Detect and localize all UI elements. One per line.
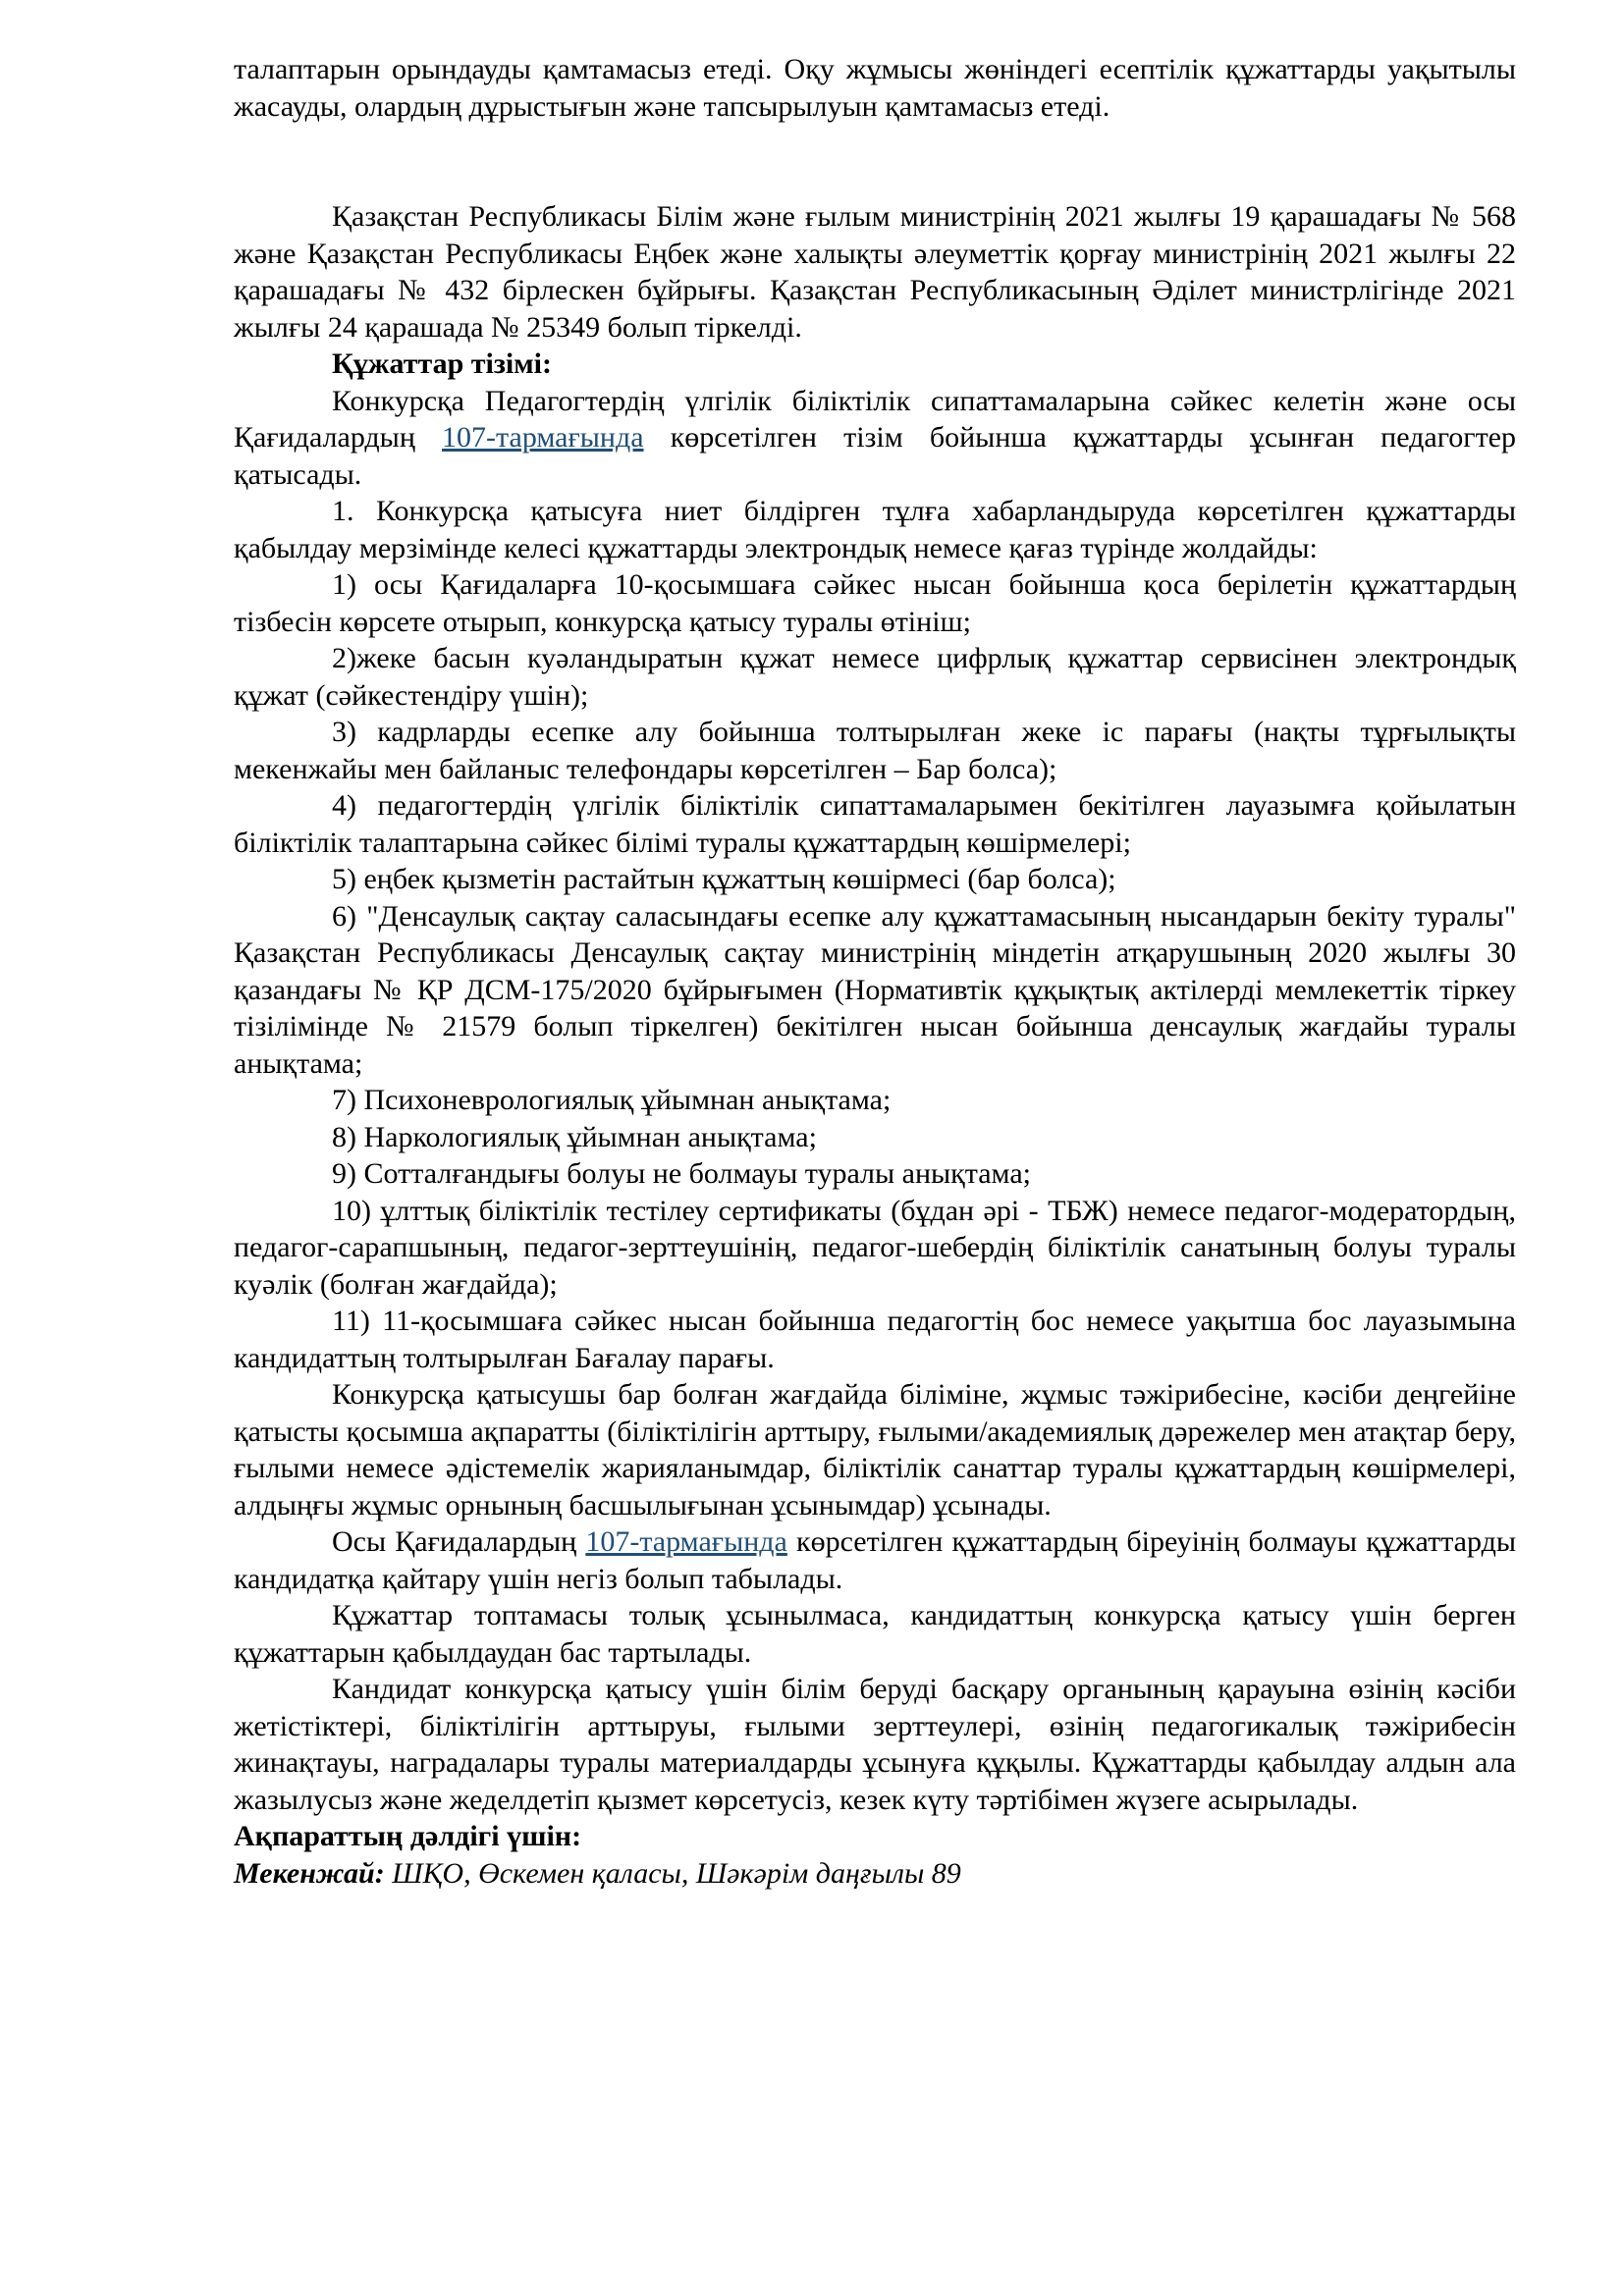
address-label: Мекенжай:	[234, 1856, 385, 1890]
candidate-paragraph: Кандидат конкурсқа қатысу үшін білім беруді басқару органының қарауына өзінің кәсіби жетістіктері, біліктілігін арттыруы, ғылыми зерттеулері, өзінің педагогикалық тәжірибесін жинақтауы, наградалары туралы материалдарды ұсынуға құқылы. Құжаттарды қабылдау алдын ала жазылусыз және жеделдетіп қызмет көрсетусіз, кезек күту тәртібімен жүзеге асырылады.	[234, 1673, 1516, 1816]
document-page	[234, 51, 1516, 1892]
list-item: 3) кадрларды есепке алу бойынша толтырылған жеке іс парағы (нақты тұрғылықты мекенжайы мен байланыс телефондары көрсетілген – Бар болса);	[234, 716, 1516, 785]
documents-list-heading: Құжаттар тізімі:	[332, 347, 552, 380]
list-item: 4) педагогтердің үлгілік біліктілік сипаттамаларымен бекітілген лауазымға қойылатын біліктілік талаптарына сәйкес білімі туралы құжаттардың көшірмелері;	[234, 789, 1516, 859]
list-item: 8) Наркологиялық ұйымнан анықтама;	[332, 1120, 817, 1153]
contest-paragraph	[234, 383, 1516, 494]
incomplete-paragraph: Құжаттар топтамасы толық ұсынылмаса, кандидаттың конкурсқа қатысу үшін берген құжаттарын қабылдаудан бас тартылады.	[234, 1599, 1516, 1669]
list-item: 10) ұлттық біліктілік тестілеу сертификаты (бұдан әрі - ТБЖ) немесе педагог-модератордың, педагог-сарапшының, педагог-зерттеушінің, педагог-шебердің біліктілік санатының болуы туралы куәлік (болған жағдайда);	[234, 1194, 1516, 1301]
contest-text-after: көрсетілген тізім бойынша құжаттарды ұсынған педагогтер қатысады.	[234, 421, 1516, 491]
item-1-paragraph: 1. Конкурсқа қатысуға ниет білдірген тұлға хабарландыруда көрсетілген құжаттарды қабылдау мерзімінде келесі құжаттарды электрондық немесе қағаз түрінде жолдайды:	[234, 495, 1516, 564]
list-item: 1) осы Қағидаларға 10-қосымшаға сәйкес нысан бойынша қоса берілетін құжаттардың тізбесін көрсете отырып, конкурсқа қатысу туралы өтініш;	[234, 568, 1516, 638]
address-line	[234, 1855, 1516, 1893]
order-paragraph: Қазақстан Республикасы Білім және ғылым министрінің 2021 жылғы 19 қарашадағы № 568 және Қазақстан Республикасы Еңбек және халықты әлеуметтік қорғау министрінің 2021 жылғы 22 қарашадағы № 432 бірлескен бұйрығы. Қазақстан Республикасының Әділет министрлігінде 2021 жылғы 24 қарашада № 25349 болып тіркелді.	[234, 200, 1516, 344]
list-item: 7) Психоневрологиялық ұйымнан анықтама;	[332, 1084, 892, 1116]
additional-info-paragraph: Конкурсқа қатысушы бар болған жағдайда біліміне, жұмыс тәжірибесіне, кәсіби деңгейіне қатысты қосымша ақпаратты (біліктілігін арттыру, ғылыми/академиялық дәрежелер мен атақтар беру, ғылыми немесе әдістемелік жарияланымдар, біліктілік санаттар туралы құжаттардың көшірмелері, алдыңғы жұмыс орнының басшылығынан ұсынымдар) ұсынады.	[234, 1378, 1516, 1522]
return-text-before: Осы Қағидалардың	[332, 1525, 586, 1558]
clause-107-link[interactable]: 107-тармағында	[585, 1525, 787, 1558]
list-item: 9) Сотталғандығы болуы не болмауы туралы анықтама;	[332, 1157, 1031, 1190]
list-item: 11) 11-қосымшаға сәйкес нысан бойынша педагогтің бос немесе уақытша бос лауазымына кандидаттың толтырылған Бағалау парағы.	[234, 1305, 1516, 1374]
return-text-after: көрсетілген құжаттардың біреуінің болмауы құжаттарды кандидатқа қайтару үшін негіз болып табылады.	[234, 1525, 1517, 1595]
spacer	[234, 125, 1516, 198]
list-item: 5) еңбек қызметін растайтын құжаттың көшірмесі (бар болса);	[332, 863, 1116, 895]
clause-107-link[interactable]: 107-тармағында	[442, 421, 644, 454]
return-paragraph	[234, 1523, 1516, 1597]
contest-text-before: Конкурсқа Педагогтердің үлгілік біліктілік сипаттамаларына сәйкес келетін және осы Қағидалардың	[234, 384, 1516, 454]
address-value: ШҚО, Өскемен қаласы, Шәкәрім даңғылы 89	[384, 1856, 961, 1890]
intro-paragraph: талаптарын орындауды қамтамасыз етеді. Оқу жұмысы жөніндегі есептілік құжаттарды уақытылы жасауды, олардың дұрыстығын және тапсырылуын қамтамасыз етеді.	[234, 53, 1516, 123]
list-item: 6) "Денсаулық сақтау саласындағы есепке алу құжаттамасының нысандарын бекіту туралы" Қазақстан Республикасы Денсаулық сақтау министрінің міндетін атқарушының 2020 жылғы 30 қазандағы № ҚР ДСМ-175/2020 бұйрығымен (Нормативтік құқықтық актілерді мемлекеттік тіркеу тізілімінде № 21579 болып тіркелген) бекітілген нысан бойынша денсаулық жағдайы туралы анықтама;	[234, 899, 1516, 1080]
info-accuracy-heading: Ақпараттың дәлдігі үшін:	[234, 1820, 582, 1852]
list-item: 2)жеке басын куәландыратын құжат немесе цифрлық құжаттар сервисінен электрондық құжат (сәйкестендіру үшін);	[234, 642, 1516, 712]
